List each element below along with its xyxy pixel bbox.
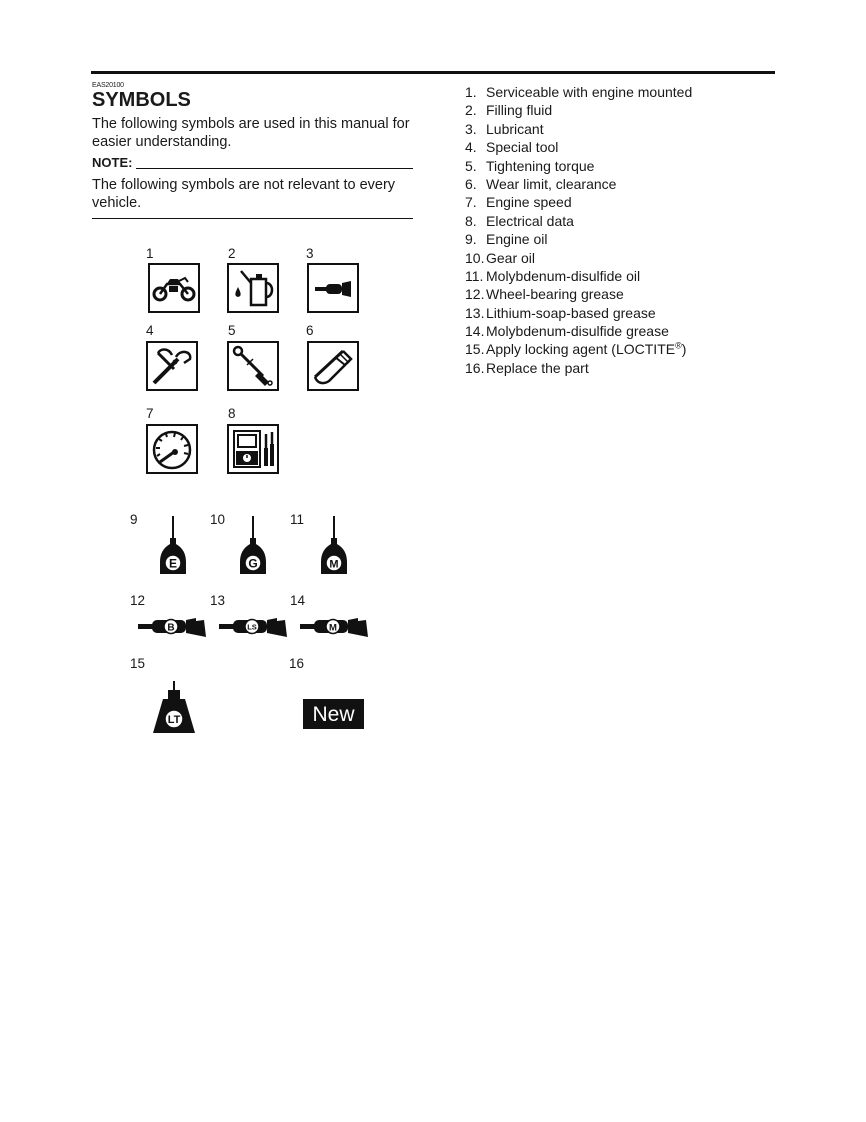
registered-mark: ® [675,340,682,351]
legend-item [465,304,692,322]
legend-item [465,138,692,156]
section-code: EAS20100 [92,82,124,89]
moly-oil-icon [318,516,350,578]
wheel-bearing-grease-letter: B [167,622,175,634]
legend-text: Electrical data [486,212,574,229]
legend-number: 7. [465,194,477,211]
legend-text: Lubricant [486,120,544,137]
legend-number: 5. [465,157,477,174]
legend-text: Engine speed [486,194,572,211]
legend-text: Filling fluid [486,102,553,119]
locking-agent-letter: LT [167,714,181,726]
legend-text: Wheel-bearing grease [486,286,624,303]
moly-grease-icon [300,615,370,639]
new-part-label: New [312,703,355,726]
legend-number: 1. [465,84,477,100]
lithium-grease-icon [219,615,289,639]
legend-text: Replace the part [486,359,589,376]
locking-agent-icon [151,681,197,735]
pliers-icon [146,341,198,391]
legend-text: Serviceable with engine mounted [486,84,693,100]
legend-item [465,120,692,138]
legend-number: 4. [465,139,477,156]
legend-number: 6. [465,175,477,192]
lubricant-icon [307,263,359,313]
legend-item [465,212,692,230]
symbol-number-14: 14 [290,593,306,608]
legend-number: 14. [465,323,485,340]
symbol-number-1: 1 [146,246,154,261]
multimeter-icon [227,424,279,474]
legend-text: Molybdenum-disulfide oil [486,267,641,284]
legend-number: 13. [465,304,485,321]
engine-oil-letter: E [168,556,178,571]
symbol-number-13: 13 [210,593,226,608]
legend-number: 2. [465,102,477,119]
legend-number: 15. [465,341,485,358]
engine-oil-icon [157,516,189,578]
symbol-number-6: 6 [306,323,314,338]
legend-number: 10. [465,249,485,266]
legend-item [465,340,692,358]
symbol-legend [465,83,692,377]
legend-item [465,249,692,267]
legend-text: Lithium-soap-based grease [486,304,656,321]
symbol-number-15: 15 [130,656,146,671]
symbol-number-12: 12 [130,593,146,608]
oil-can-icon [227,263,279,313]
legend-text: Special tool [486,139,559,156]
legend-text: Tightening torque [486,157,595,174]
legend-item [465,157,692,175]
wheel-bearing-grease-icon [138,615,208,639]
legend-item [465,285,692,303]
caliper-icon [307,341,359,391]
symbol-number-4: 4 [146,323,154,338]
gear-oil-icon [237,516,269,578]
top-rule [91,71,775,74]
legend-item [465,230,692,248]
torque-wrench-icon [227,341,279,391]
note-text: The following symbols are not relevant to every vehicle. [92,177,396,211]
page-title: SYMBOLS [92,89,191,111]
new-part-icon [303,699,364,729]
motorcycle-icon [148,263,200,313]
symbol-number-11: 11 [290,512,305,527]
legend-text: Wear limit, clearance [486,175,617,192]
legend-text: Gear oil [486,249,536,266]
legend-item [465,83,692,101]
tachometer-icon [146,424,198,474]
legend-item [465,359,692,377]
lithium-grease-letter: LS [247,622,257,632]
legend-item [465,267,692,285]
legend-number: 12. [465,286,485,303]
legend-item [465,193,692,211]
symbol-number-8: 8 [228,406,236,421]
legend-number: 11. [465,267,484,284]
symbol-number-16: 16 [289,656,305,671]
symbol-number-10: 10 [210,512,226,527]
note-bottom-rule [92,218,413,219]
symbol-number-2: 2 [228,246,236,261]
note-rule [136,168,413,169]
note-label: NOTE: [92,155,133,170]
legend-text-end: ) [681,341,687,358]
moly-oil-letter: M [329,558,339,571]
symbol-number-5: 5 [228,323,236,338]
symbol-number-9: 9 [130,512,138,527]
legend-item [465,101,692,119]
legend-text: Apply locking agent (LOCTITE [486,341,676,358]
legend-text: Engine oil [486,231,548,248]
legend-item [465,322,692,340]
legend-number: 16. [465,359,485,376]
symbol-number-7: 7 [146,406,154,421]
legend-text: Molybdenum-disulfide grease [486,323,669,340]
legend-number: 3. [465,120,477,137]
legend-number: 9. [465,231,477,248]
legend-number: 8. [465,212,477,229]
moly-grease-letter: M [329,622,337,634]
gear-oil-letter: G [248,556,258,571]
intro-text: The following symbols are used in this manual for easier understanding. [92,116,410,150]
symbol-number-3: 3 [306,246,314,261]
legend-item [465,175,692,193]
